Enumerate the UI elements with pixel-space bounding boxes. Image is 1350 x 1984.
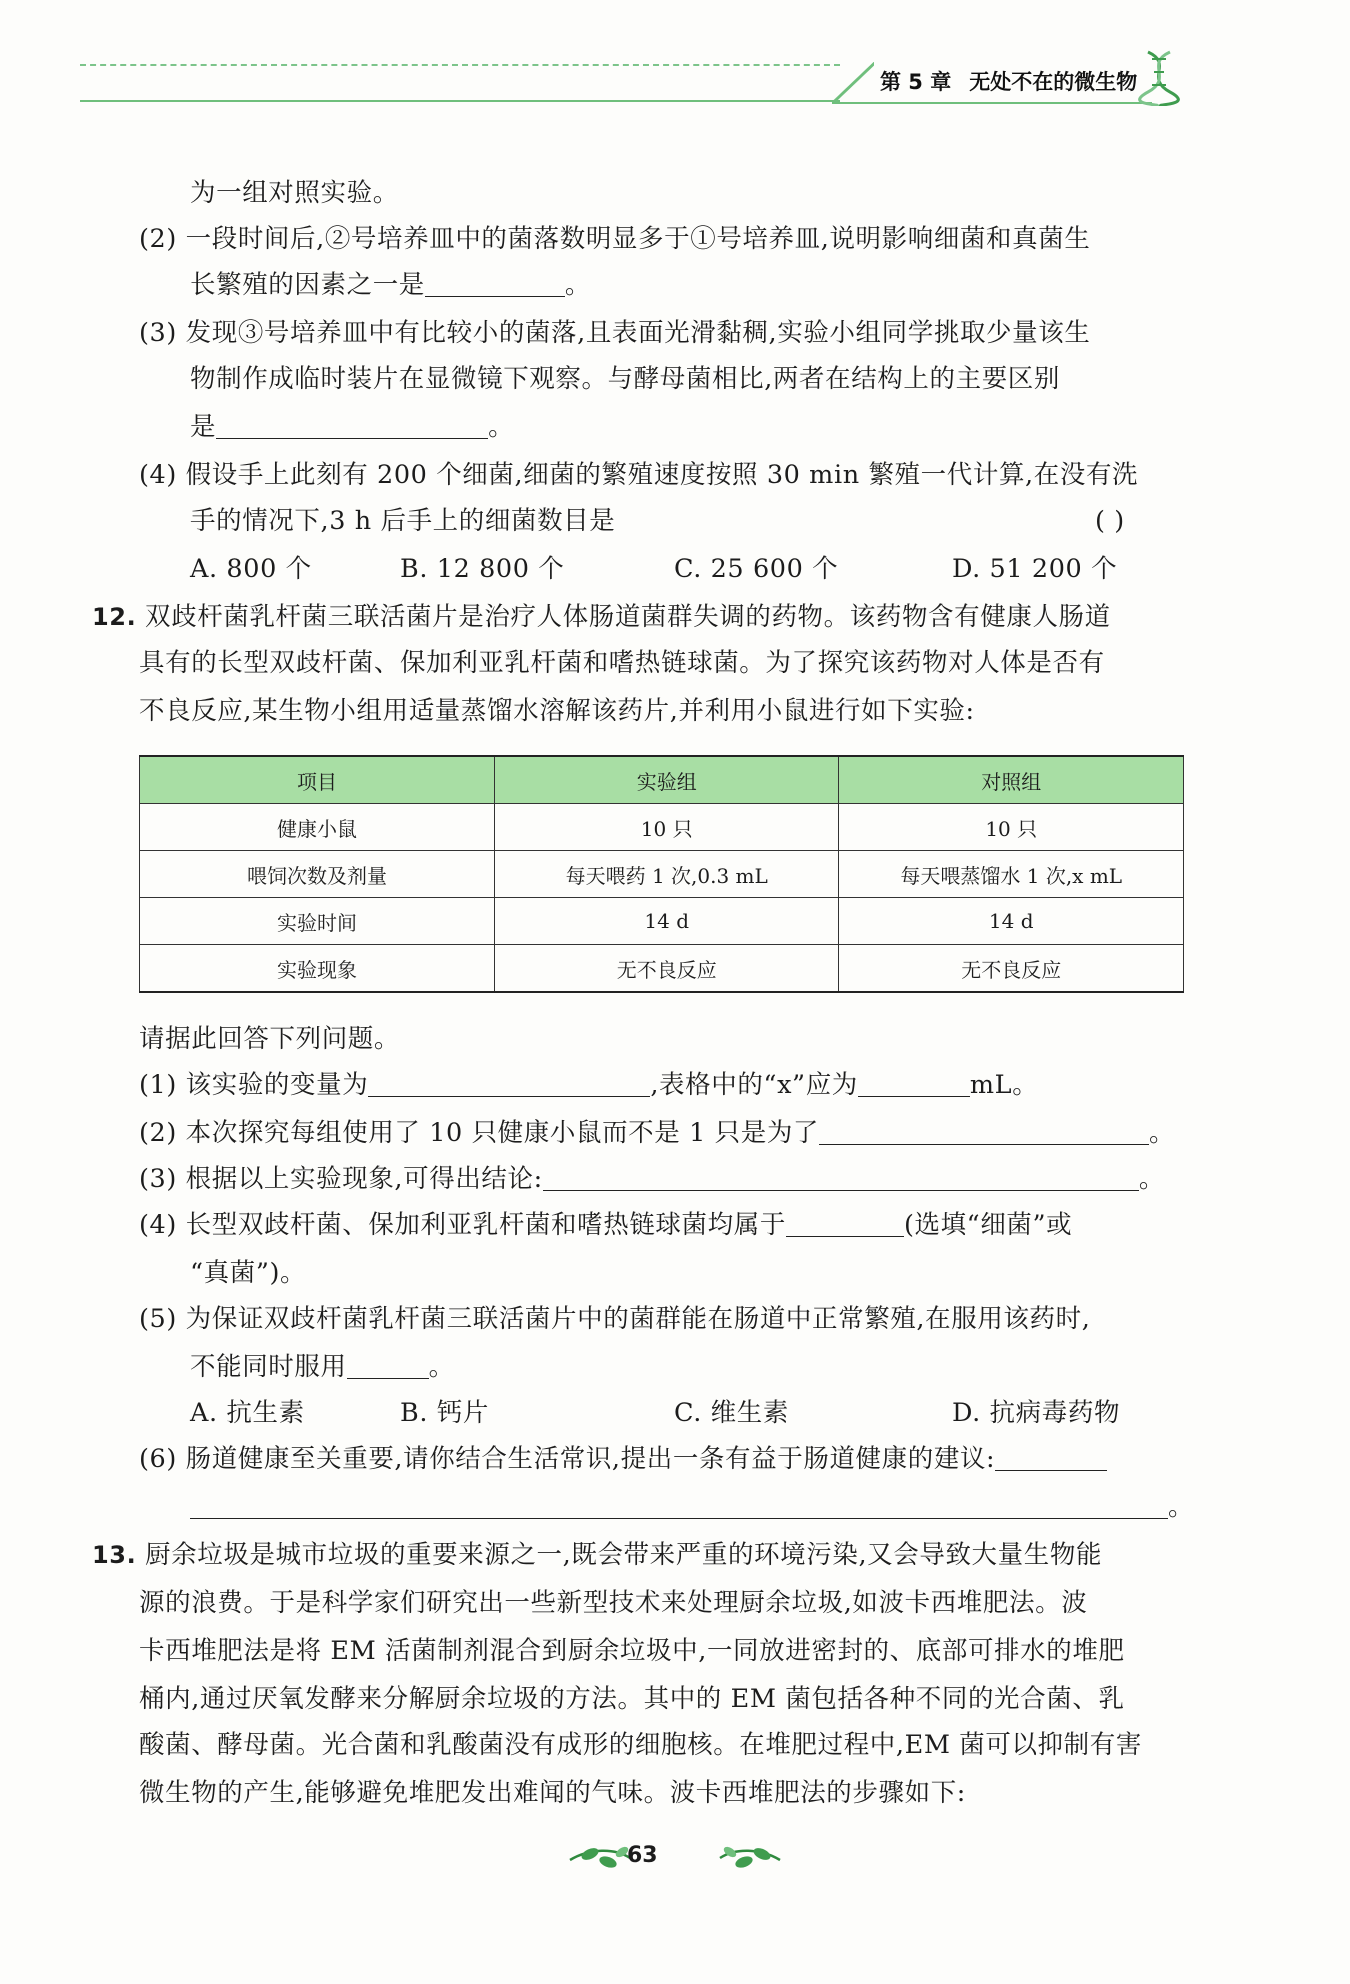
answer-blank[interactable]	[858, 1070, 970, 1097]
q12-sub2: (2) 本次探究每组使用了 10 只健康小鼠而不是 1 只是为了 。	[139, 1118, 1176, 1148]
question-number: 12.	[92, 603, 137, 631]
answer-blank[interactable]	[543, 1164, 1139, 1191]
table-row	[140, 898, 1184, 945]
q12-stem-line2: 具有的长型双歧杆菌、保加利亚乳杆菌和嗜热链球菌。为了探究该药物对人体是否有	[139, 648, 1105, 678]
leaf-ornament-icon	[560, 1838, 790, 1878]
answer-blank[interactable]	[216, 412, 488, 439]
table-cell: 10 只	[839, 804, 1184, 851]
q12-sub4: (4) 长型双歧杆菌、保加利亚乳杆菌和嗜热链球菌均属于 (选填“细菌”或	[139, 1210, 1073, 1240]
q11-part3-line2: 物制作成临时装片在显微镜下观察。与酵母菌相比,两者在结构上的主要区别	[190, 364, 1061, 394]
answer-blank[interactable]	[190, 1492, 1168, 1519]
chapter-number: 第 5 章	[880, 70, 952, 94]
table-header: 对照组	[839, 756, 1184, 804]
text-line: 为一组对照实验。	[190, 178, 399, 208]
table-header: 实验组	[494, 756, 839, 804]
table-cell: 健康小鼠	[140, 804, 495, 851]
q12-sub1: (1) 该实验的变量为 ,表格中的“x”应为 mL。	[139, 1070, 1039, 1100]
table-cell: 每天喂药 1 次,0.3 mL	[494, 851, 839, 898]
table-cell: 每天喂蒸馏水 1 次,x mL	[839, 851, 1184, 898]
chapter-title	[880, 66, 1155, 96]
q12-prompt: 请据此回答下列问题。	[139, 1024, 401, 1054]
q12-sub3: (3) 根据以上实验现象,可得出结论: 。	[139, 1164, 1165, 1194]
q12-sub6: (6) 肠道健康至关重要,请你结合生活常识,提出一条有益于肠道健康的建议:	[139, 1442, 1107, 1476]
table-cell: 10 只	[494, 804, 839, 851]
question-number: 13.	[92, 1541, 137, 1569]
dna-icon	[1138, 48, 1182, 106]
option-a: A. 800 个	[190, 554, 312, 584]
table-cell: 实验现象	[140, 945, 495, 993]
answer-blank[interactable]	[819, 1118, 1149, 1145]
q13-line6: 微生物的产生,能够避免堆肥发出难闻的气味。波卡西堆肥法的步骤如下:	[139, 1778, 966, 1808]
q11-part4: (4) 假设手上此刻有 200 个细菌,细菌的繁殖速度按照 30 min 繁殖一代计算,在没有洗	[139, 460, 1139, 490]
table-row	[140, 804, 1184, 851]
table-cell: 14 d	[494, 898, 839, 945]
q12-sub5: (5) 为保证双歧杆菌乳杆菌三联活菌片中的菌群能在肠道中正常繁殖,在服用该药时,	[139, 1304, 1091, 1334]
table-row	[140, 851, 1184, 898]
q13-line4: 桶内,通过厌氧发酵来分解厨余垃圾的方法。其中的 EM 菌包括各种不同的光合菌、乳	[139, 1684, 1125, 1714]
page-number: 63	[627, 1843, 658, 1868]
q12-sub6-cont: 。	[190, 1490, 1194, 1524]
q12-stem-line3: 不良反应,某生物小组用适量蒸馏水溶解该药片,并利用小鼠进行如下实验:	[139, 696, 975, 726]
answer-blank[interactable]	[425, 270, 565, 297]
experiment-table	[139, 755, 1184, 993]
option-d: D. 抗病毒药物	[952, 1398, 1121, 1428]
option-c: C. 维生素	[674, 1398, 789, 1428]
q11-part4-line2: 手的情况下,3 h 后手上的细菌数目是	[190, 506, 616, 536]
q13-line3: 卡西堆肥法是将 EM 活菌制剂混合到厨余垃圾中,一同放进密封的、底部可排水的堆肥	[139, 1636, 1125, 1666]
q13-line5: 酸菌、酵母菌。光合菌和乳酸菌没有成形的细胞核。在堆肥过程中,EM 菌可以抑制有害	[139, 1730, 1142, 1760]
q13-line1: 13. 厨余垃圾是城市垃圾的重要来源之一,既会带来严重的环境污染,又会导致大量生物能	[92, 1540, 1103, 1570]
answer-blank[interactable]	[368, 1070, 650, 1097]
option-c: C. 25 600 个	[674, 554, 839, 584]
q13-line2: 源的浪费。于是科学家们研究出一些新型技术来处理厨余垃圾,如波卡西堆肥法。波	[139, 1588, 1088, 1618]
option-a: A. 抗生素	[190, 1398, 305, 1428]
q12-sub4-cont: “真菌”)。	[190, 1258, 307, 1288]
chapter-name: 无处不在的微生物	[969, 70, 1138, 94]
q11-part2-cont: 长繁殖的因素之一是 。	[190, 270, 592, 300]
table-header-row	[140, 756, 1184, 804]
answer-blank[interactable]	[786, 1210, 904, 1237]
option-b: B. 12 800 个	[400, 554, 565, 584]
table-row	[140, 945, 1184, 993]
header-rule	[80, 100, 840, 102]
table-header: 项目	[140, 756, 495, 804]
q11-part3-line3: 是 。	[190, 412, 515, 442]
table-cell: 无不良反应	[494, 945, 839, 993]
option-b: B. 钙片	[400, 1398, 489, 1428]
q12-sub5-cont: 不能同时服用 。	[190, 1352, 455, 1382]
table-cell: 无不良反应	[839, 945, 1184, 993]
chapter-header	[832, 62, 1152, 104]
answer-paren[interactable]: ( )	[1095, 506, 1125, 536]
answer-blank[interactable]	[347, 1352, 429, 1379]
table-cell: 喂饲次数及剂量	[140, 851, 495, 898]
q11-part2: (2) 一段时间后,②号培养皿中的菌落数明显多于①号培养皿,说明影响细菌和真菌生	[139, 224, 1091, 254]
table-cell: 实验时间	[140, 898, 495, 945]
q12-stem-line1: 12. 双歧杆菌乳杆菌三联活菌片是治疗人体肠道菌群失调的药物。该药物含有健康人肠道	[92, 602, 1111, 632]
table-cell: 14 d	[839, 898, 1184, 945]
header-dashed-rule	[80, 64, 840, 66]
answer-blank[interactable]	[995, 1444, 1107, 1471]
q11-part3: (3) 发现③号培养皿中有比较小的菌落,且表面光滑黏稠,实验小组同学挑取少量该生	[139, 318, 1091, 348]
option-d: D. 51 200 个	[952, 554, 1118, 584]
